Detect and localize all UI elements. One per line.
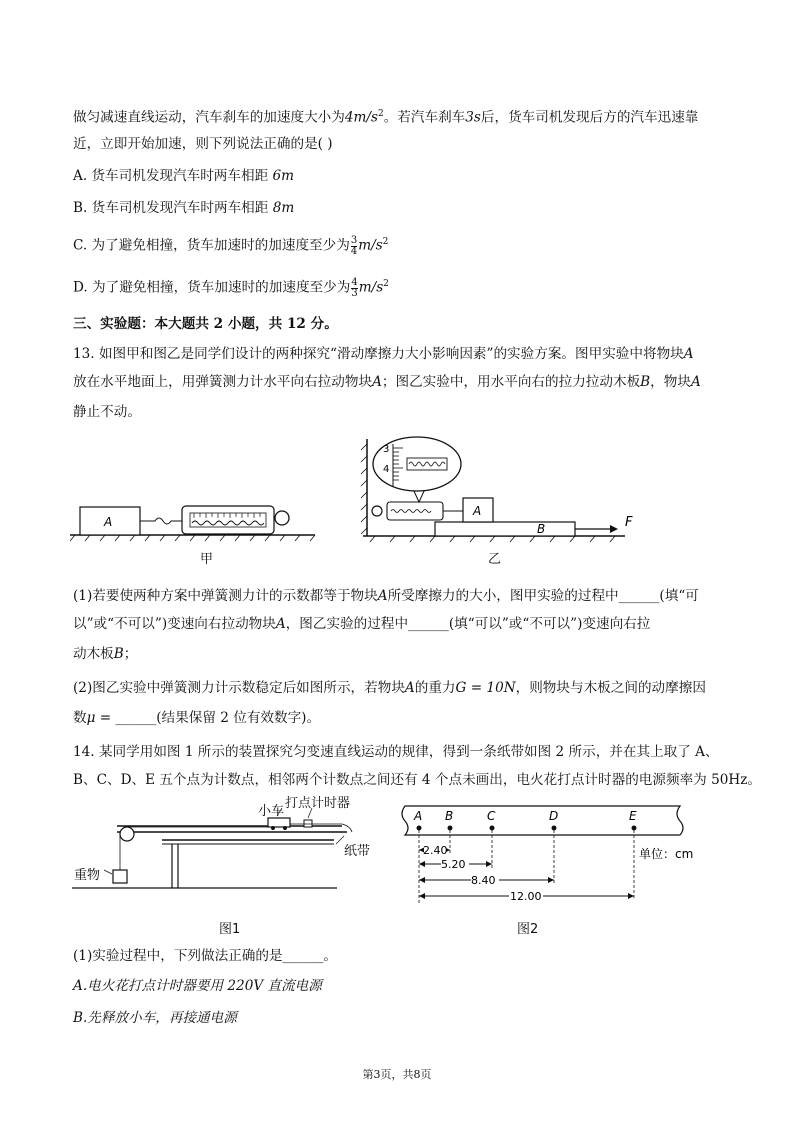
cart	[268, 818, 290, 827]
force-label: F	[625, 515, 633, 530]
figure-2-tape	[395, 800, 695, 910]
block-a-label: A	[473, 504, 482, 518]
superscript: 2	[377, 109, 384, 119]
text: ，图乙实验的过程中______(填“可以”或“不可以”)变速向右拉	[285, 616, 651, 632]
scale-mark-3: 3	[383, 444, 390, 455]
label-timer: 打点计时器	[285, 796, 351, 811]
var: A	[690, 374, 701, 390]
denominator: 3	[351, 287, 358, 299]
fraction	[351, 278, 357, 299]
point-a	[417, 826, 422, 831]
q14-sub1: (1)实验过程中，下列做法正确的是______。	[73, 948, 337, 964]
point-d	[552, 826, 557, 831]
fig1-caption: 图1	[219, 922, 241, 937]
wall-hatch	[361, 444, 367, 534]
text: C. 为了避免相撞，货车加速时的加速度至少为	[73, 237, 350, 254]
q12-option-c[interactable]	[73, 232, 388, 257]
q14-option-b[interactable]: B.先释放小车，再接通电源	[73, 1010, 237, 1026]
fig2-caption: 图2	[517, 922, 539, 937]
label-point-a: A	[414, 809, 423, 823]
q13-stem-line3: 静止不动。	[73, 404, 141, 420]
text: ；	[123, 646, 138, 662]
var: B	[640, 374, 651, 390]
q14-stem-line1: 14. 某同学用如图 1 所示的装置探究匀变速直线运动的规律，得到一条纸带如图 2 所示，并在其上取了 A、	[73, 744, 719, 760]
q12-stem-line2: 近，立即开始加速，则下列说法正确的是( )	[73, 136, 333, 152]
label-point-b: B	[445, 809, 454, 823]
unit: m/s	[358, 237, 383, 254]
mu-symbol: μ =	[86, 710, 116, 726]
q14-stem-line2: B、C、D、E 五个点为计数点，相邻两个计数点之间还有 4 个点未画出，电火花打点计时器的电源频率为 50Hz。	[73, 772, 761, 788]
timer	[304, 820, 312, 827]
page-footer: 第3页，共8页	[362, 1068, 432, 1081]
unit: m/s	[358, 279, 384, 296]
figure-yi	[355, 434, 655, 544]
dist-ac: 5.20	[441, 858, 466, 871]
point-e	[632, 826, 637, 831]
cart-wheel	[283, 826, 287, 830]
pull-ring	[275, 511, 289, 525]
label-point-d: D	[549, 809, 559, 823]
text: ，则物块与木板之间的动摩擦因	[515, 680, 706, 696]
pulley	[120, 827, 134, 841]
text: 后，货车司机发现后方的汽车迅速靠	[480, 109, 699, 126]
var: A	[372, 374, 382, 390]
q12-stem-line1	[73, 104, 698, 128]
q14-option-a[interactable]: A.电火花打点计时器要用 220V 直流电源	[73, 978, 322, 994]
var: A	[275, 616, 286, 632]
hook	[140, 518, 182, 524]
text: ，物块	[650, 374, 691, 390]
value: 8m	[272, 200, 295, 216]
figure-jia	[70, 480, 320, 560]
text: ______(结果保留 2 位有效数字)。	[115, 710, 321, 726]
weight-value: G = 10N	[455, 680, 516, 696]
text: A. 货车司机发现汽车时两车相距	[73, 168, 269, 184]
text: (2)图乙实验中弹簧测力计示数稳定后如图所示，若物块	[73, 680, 405, 696]
accel-value: 4m/s	[344, 109, 378, 126]
board-b-label: B	[537, 522, 546, 536]
text: 13. 如图甲和图乙是同学们设计的两种探究“滑动摩擦力大小影响因素”的实验方案。图甲实验中将物块	[73, 346, 684, 362]
text: B. 货车司机发现汽车时两车相距	[73, 200, 269, 216]
block-a-label: A	[104, 515, 113, 529]
q12-option-a[interactable]	[73, 166, 294, 186]
q13-sub2-line2	[73, 708, 320, 728]
fig-yi-caption: 乙	[488, 552, 502, 567]
label-point-c: C	[487, 809, 496, 823]
ground-hatch	[70, 535, 315, 541]
label-weight: 重物	[74, 868, 101, 883]
q13-stem-line2	[73, 372, 701, 392]
var: A	[404, 680, 415, 696]
text: 做匀减速直线运动，汽车刹车的加速度大小为	[73, 109, 345, 126]
text: 。若汽车刹车	[383, 109, 466, 126]
label-point-e: E	[629, 809, 637, 823]
fig-jia-caption: 甲	[200, 552, 214, 567]
dist-ae: 12.00	[510, 890, 542, 903]
figure-1-apparatus	[72, 796, 372, 896]
q13-sub1-line3	[73, 644, 137, 664]
point-b	[448, 826, 453, 831]
text: ；图乙实验中，用水平向右的拉力拉动木板	[381, 374, 641, 390]
value: 6m	[272, 168, 295, 184]
dist-ab: 2.40	[423, 844, 448, 857]
var: A	[377, 588, 388, 604]
wall-ring	[372, 506, 382, 516]
text: (1)若要使两种方案中弹簧测力计的示数都等于物块	[73, 588, 378, 604]
point-c	[490, 826, 495, 831]
text: 放在水平地面上，用弹簧测力计水平向右拉动物块	[73, 374, 373, 390]
time-value: 3s	[465, 109, 481, 126]
q13-sub1-line2	[73, 614, 650, 634]
numerator: 3	[350, 234, 358, 246]
text: 以”或“不可以”)变速向右拉动物块	[73, 616, 276, 632]
dist-ad: 8.40	[471, 874, 496, 887]
q12-option-d[interactable]	[73, 274, 389, 299]
numerator: 4	[351, 276, 358, 288]
text: 数	[73, 710, 87, 726]
text: D. 为了避免相撞，货车加速时的加速度至少为	[73, 279, 351, 296]
board-b	[435, 522, 575, 536]
fraction	[351, 236, 357, 257]
force-arrowhead	[610, 525, 618, 533]
cart-wheel	[271, 826, 275, 830]
section-heading: 三、实验题：本大题共 2 小题，共 12 分。	[73, 316, 338, 332]
callout-line	[104, 870, 112, 874]
q13-sub1-line1	[73, 586, 699, 606]
var: B	[113, 646, 124, 662]
q13-sub2-line1	[73, 678, 706, 698]
q13-stem-line1	[73, 344, 694, 364]
superscript: 2	[383, 279, 389, 289]
weight	[113, 870, 127, 883]
q12-option-b[interactable]	[73, 198, 294, 218]
label-tape: 纸带	[344, 844, 371, 859]
paper-tape	[290, 824, 352, 832]
callout-line	[336, 836, 344, 844]
ground-hatch	[370, 536, 615, 542]
label-car: 小车	[258, 804, 285, 819]
text: 所受摩擦力的大小，图甲实验的过程中______(填“可	[387, 588, 699, 604]
text: 的重力	[414, 680, 456, 696]
superscript: 2	[382, 237, 389, 247]
unit-label: 单位：cm	[639, 847, 694, 861]
denominator: 4	[350, 245, 358, 257]
scale-mark-4: 4	[383, 464, 390, 475]
text: 动木板	[73, 646, 114, 662]
var: A	[683, 346, 694, 362]
